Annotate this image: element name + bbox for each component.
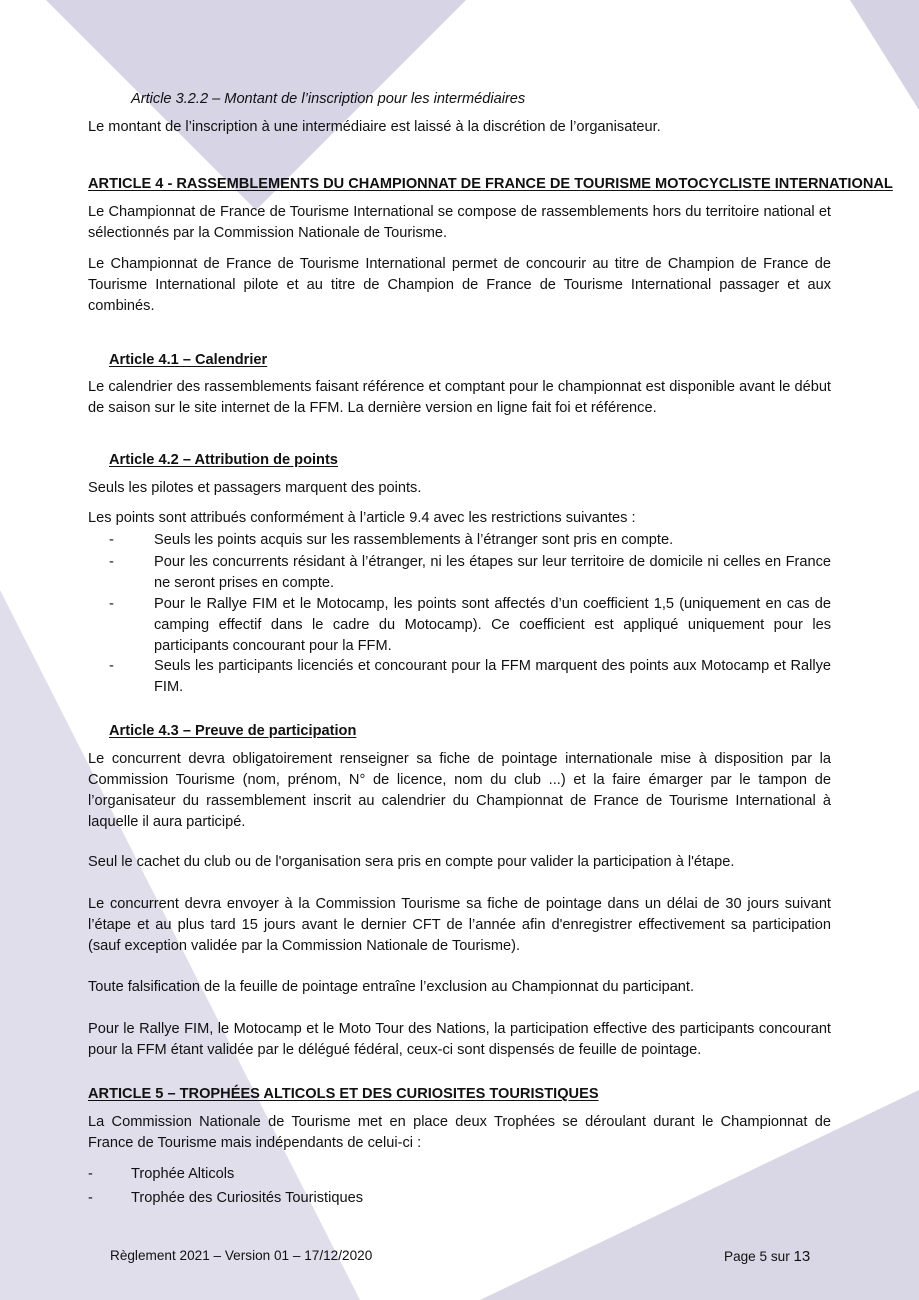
list-item-text: Trophée des Curiosités Touristiques xyxy=(131,1190,363,1206)
article-322-title: Article 3.2.2 – Montant de l’inscription pour les intermédiaires xyxy=(131,91,526,107)
list-item-text: Pour les concurrents résidant à l’étranger, ni les étapes sur leur territoire de domicile ni celles en France ne seront prises en compte. xyxy=(154,554,831,591)
page-current: 5 xyxy=(759,1249,768,1264)
article-41-title: Article 4.1 – Calendrier xyxy=(109,352,268,368)
page-prefix: Page xyxy=(724,1249,760,1264)
list-item xyxy=(88,552,831,594)
top-right-triangle xyxy=(850,0,919,110)
list-item xyxy=(88,1188,831,1209)
article-43-title: Article 4.3 – Preuve de participation xyxy=(109,723,357,739)
article-43-para-5: Pour le Rallye FIM, le Motocamp et le Moto Tour des Nations, la participation effective des participants concourant pour la FFM étant validée par le délégué fédéral, ceux-ci sont dispensés de feuille de pointage. xyxy=(88,1021,831,1058)
list-item-text: Trophée Alticols xyxy=(131,1166,235,1182)
page-mid: sur xyxy=(767,1249,794,1264)
list-item-text: Pour le Rallye FIM et le Motocamp, les points sont affectés d’un coefficient 1,5 (uniquement en cas de camping effectif dans le cadre du Motocamp). Ce coefficient est appliqué uniquement pour les participants concourant pour la FFM. xyxy=(154,596,831,654)
bullet-dash: - xyxy=(109,532,114,548)
article-41-text: Le calendrier des rassemblements faisant référence et comptant pour le championnat est disponible avant le début de saison sur le site internet de la FFM. La dernière version en ligne fait foi et référence. xyxy=(88,379,831,416)
article-42-para-1: Seuls les pilotes et passagers marquent des points. xyxy=(88,480,422,496)
page-total: 13 xyxy=(793,1248,811,1265)
bullet-dash: - xyxy=(109,596,114,612)
article-5-title: ARTICLE 5 – TROPHÉES ALTICOLS ET DES CURIOSITES TOURISTIQUES xyxy=(88,1086,599,1102)
bullet-dash: - xyxy=(109,658,114,674)
article-4-para-1: Le Championnat de France de Tourisme International se compose de rassemblements hors du territoire national et sélectionnés par la Commission Nationale de Tourisme. xyxy=(88,204,831,241)
article-5-para-1: La Commission Nationale de Tourisme met en place deux Trophées se déroulant durant le Championnat de France de Tourisme mais indépendants de celui-ci : xyxy=(88,1114,831,1151)
list-item-text: Seuls les points acquis sur les rassemblements à l’étranger sont pris en compte. xyxy=(154,532,674,548)
article-42-title: Article 4.2 – Attribution de points xyxy=(109,452,338,468)
footer-version: Règlement 2021 – Version 01 – 17/12/2020 xyxy=(110,1248,373,1263)
list-item xyxy=(88,656,831,698)
list-item xyxy=(88,1164,831,1185)
bullet-dash: - xyxy=(109,554,114,570)
article-4-title: ARTICLE 4 - RASSEMBLEMENTS DU CHAMPIONNAT DE FRANCE DE TOURISME MOTOCYCLISTE INTERNATIONAL xyxy=(88,176,893,192)
list-item-text: Seuls les participants licenciés et concourant pour la FFM marquent des points aux Motocamp et Rallye FIM. xyxy=(154,658,831,695)
list-item xyxy=(88,594,831,657)
article-43-para-1: Le concurrent devra obligatoirement renseigner sa fiche de pointage internationale mise à disposition par la Commission Tourisme (nom, prénom, N° de licence, nom du club ...) et la faire émarger par le tampon de l’organisateur du rassemblement inscrit au calendrier du Championnat de France de Tourisme International à laquelle il aura participé. xyxy=(88,751,831,830)
footer-page-number xyxy=(724,1248,810,1265)
list-item xyxy=(88,530,831,551)
article-43-para-3: Le concurrent devra envoyer à la Commission Tourisme sa fiche de pointage dans un délai de 30 jours suivant l’étape et au plus tard 15 jours avant le dernier CFT de l’année afin d'enregistrer effectivement sa participation (sauf exception validée par la Commission Nationale de Tourisme). xyxy=(88,896,831,954)
article-322-text: Le montant de l’inscription à une intermédiaire est laissé à la discrétion de l’organisateur. xyxy=(88,119,661,135)
article-43-para-2: Seul le cachet du club ou de l'organisation sera pris en compte pour valider la participation à l'étape. xyxy=(88,854,735,870)
article-42-para-2: Les points sont attribués conformément à l’article 9.4 avec les restrictions suivantes : xyxy=(88,510,636,526)
article-4-para-2: Le Championnat de France de Tourisme International permet de concourir au titre de Champion de France de Tourisme International pilote et au titre de Champion de France de Tourisme International passager et aux combinés. xyxy=(88,256,831,314)
bullet-dash: - xyxy=(88,1166,93,1182)
bullet-dash: - xyxy=(88,1190,93,1206)
article-43-para-4: Toute falsification de la feuille de pointage entraîne l’exclusion au Championnat du participant. xyxy=(88,979,695,995)
